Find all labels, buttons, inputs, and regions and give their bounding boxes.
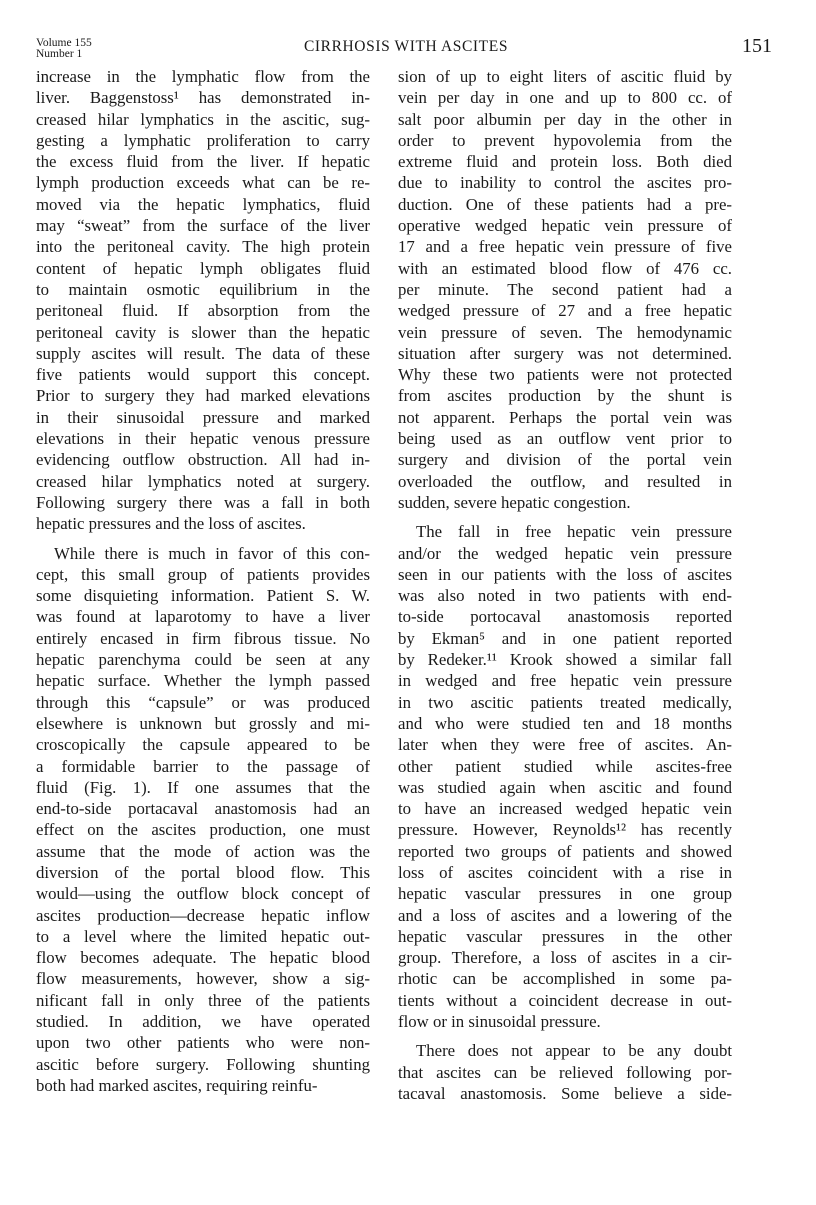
text-line: hepatic pressures and the loss of ascites. [36, 514, 306, 534]
text-line: moved via the hepatic lymphatics, fluid [36, 194, 370, 214]
text-line: and/or the wedged hepatic vein pressure [398, 543, 732, 563]
text-line: later when they were free of ascites. An- [398, 735, 732, 755]
text-line: There does not appear to be any doubt [416, 1041, 732, 1061]
text-line: that ascites can be relieved following por- [398, 1062, 732, 1082]
text-line: hepatic vascular pressures in one group [398, 884, 732, 904]
text-line: would—using the outflow block concept of [36, 884, 370, 904]
text-line: Why these two patients were not protected [398, 365, 732, 385]
text-line: increase in the lymphatic flow from the [36, 67, 370, 86]
text-line: upon two other patients who were non- [36, 1033, 370, 1053]
text-line: wedged pressure of 27 and a free hepatic [398, 301, 732, 321]
text-line: salt poor albumin per day in the other in [398, 109, 732, 129]
text-line: in wedged and free hepatic vein pressure [398, 671, 732, 691]
text-line: pressure. However, Reynolds¹² has recently [398, 820, 732, 840]
text-line: The fall in free hepatic vein pressure [416, 522, 732, 542]
text-line: from ascites production by the shunt is [398, 386, 732, 406]
text-line: extreme fluid and protein loss. Both died [398, 152, 732, 172]
text-line: flow becomes adequate. The hepatic blood [36, 948, 370, 968]
text-line: some disquieting information. Patient S. W. [36, 586, 370, 606]
text-line: 17 and a free hepatic vein pressure of five [398, 237, 732, 257]
text-line: by Redeker.¹¹ Krook showed a similar fall [398, 650, 732, 670]
text-line: surgery and division of the portal vein [398, 450, 732, 470]
text-line: in two ascitic patients treated medically, [398, 692, 732, 712]
text-line: hepatic vascular pressures in the other [398, 926, 732, 946]
text-line: seen in our patients with the loss of ascites [398, 564, 732, 584]
text-line: studied. In addition, we have operated [36, 1012, 370, 1032]
text-line: assume that the mode of action was the [36, 841, 370, 861]
text-line: ascitic before surgery. Following shunting [36, 1054, 370, 1074]
text-line: fluid (Fig. 1). If one assumes that the [36, 777, 370, 797]
text-line: ascites production—decrease hepatic inflow [36, 905, 370, 925]
left-column [36, 66, 370, 1096]
text-line: vein per day in one and up to 800 cc. of [398, 88, 732, 108]
text-line: due to inability to control the ascites pro- [398, 173, 732, 193]
text-line: nificant fall in only three of the patients [36, 990, 370, 1010]
text-line: flow or in sinusoidal pressure. [398, 1012, 601, 1032]
right-column [398, 66, 732, 1104]
text-line: five patients would support this concept. [36, 365, 370, 385]
paragraph [398, 521, 732, 1032]
text-line: reported two groups of patients and showed [398, 841, 732, 861]
text-line: the excess fluid from the liver. If hepatic [36, 152, 370, 172]
text-line: sudden, severe hepatic congestion. [398, 492, 631, 512]
text-line: elevations in their hepatic venous pressure [36, 429, 370, 449]
text-line: situation after surgery was not determined. [398, 343, 732, 363]
paragraph [36, 66, 370, 535]
text-line: duction. One of these patients had a pre- [398, 194, 732, 214]
running-title: CIRRHOSIS WITH ASCITES [303, 38, 509, 55]
text-line: creased hilar lymphatics noted at surgery. [36, 471, 370, 491]
text-line: a formidable barrier to the passage of [36, 756, 370, 776]
text-line: creased hilar lymphatics in the ascitic, sug- [36, 109, 370, 129]
text-line: and a loss of ascites and a lowering of the [398, 905, 732, 925]
text-line: into the peritoneal cavity. The high protein [36, 237, 370, 257]
text-line: not apparent. Perhaps the portal vein was [398, 407, 732, 427]
text-line: lymph production exceeds what can be re- [36, 173, 370, 193]
volume-label: Volume 155 [36, 37, 92, 49]
text-line: peritoneal cavity is slower than the hepatic [36, 322, 370, 342]
page-number: 151 [742, 35, 772, 57]
text-line: order to prevent hypovolemia from the [398, 130, 732, 150]
text-line: gesting a lymphatic proliferation to carry [36, 130, 370, 150]
text-line: Prior to surgery they had marked elevations [36, 386, 370, 406]
number-label: Number 1 [36, 48, 83, 60]
text-line: croscopically the capsule appeared to be [36, 735, 370, 755]
text-line: to a level where the limited hepatic out- [36, 926, 370, 946]
text-line: tients without a coincident decrease in out- [398, 990, 732, 1010]
text-line: diversion of the portal blood flow. This [36, 862, 370, 882]
text-line: peritoneal fluid. If absorption from the [36, 301, 370, 321]
text-line: was studied again when ascitic and found [398, 777, 732, 797]
text-line: to have an increased wedged hepatic vein [398, 799, 732, 819]
text-line: to maintain osmotic equilibrium in the [36, 279, 370, 299]
text-line: content of hepatic lymph obligates fluid [36, 258, 370, 278]
text-line: other patient studied while ascites-free [398, 756, 732, 776]
text-line: cept, this small group of patients provides [36, 564, 370, 584]
text-line: and who were studied ten and 18 months [398, 713, 732, 733]
text-line: to-side portocaval anastomosis reported [398, 607, 732, 627]
text-line: was found at laparotomy to have a liver [36, 607, 370, 627]
text-line: entirely encased in firm fibrous tissue. No [36, 628, 370, 648]
text-line: may “sweat” from the surface of the liver [36, 216, 370, 236]
text-line: per minute. The second patient had a [398, 279, 732, 299]
text-line: hepatic surface. Whether the lymph passed [36, 671, 370, 691]
text-line: with an estimated blood flow of 476 cc. [398, 258, 732, 278]
paragraph [398, 1040, 732, 1104]
text-line: elsewhere is unknown but grossly and mi- [36, 713, 370, 733]
text-line: in their sinusoidal pressure and marked [36, 407, 370, 427]
text-line: loss of ascites coincident with a rise in [398, 862, 732, 882]
paragraph [36, 543, 370, 1097]
text-line: hepatic parenchyma could be seen at any [36, 650, 370, 670]
text-line: liver. Baggenstoss¹ has demonstrated in- [36, 88, 370, 108]
text-line: both had marked ascites, requiring reinfu- [36, 1075, 318, 1095]
text-line: overloaded the outflow, and resulted in [398, 471, 732, 491]
text-line: flow measurements, however, show a sig- [36, 969, 370, 989]
text-line: evidencing outflow obstruction. All had in- [36, 450, 370, 470]
text-line: tacaval anastomosis. Some believe a side- [398, 1083, 732, 1103]
text-line: supply ascites will result. The data of these [36, 343, 370, 363]
text-line: operative wedged hepatic vein pressure of [398, 216, 732, 236]
text-line: sion of up to eight liters of ascitic fluid by [398, 67, 732, 86]
text-line: by Ekman⁵ and in one patient reported [398, 628, 732, 648]
text-line: group. Therefore, a loss of ascites in a cir- [398, 948, 732, 968]
running-header [36, 34, 776, 70]
text-line: end-to-side portacaval anastomosis had an [36, 799, 370, 819]
text-line: While there is much in favor of this con- [54, 543, 370, 563]
text-line: was also noted in two patients with end- [398, 586, 732, 606]
text-line: Following surgery there was a fall in both [36, 492, 370, 512]
text-line: rhotic can be accomplished in some pa- [398, 969, 732, 989]
text-line: vein pressure of seven. The hemodynamic [398, 322, 732, 342]
text-line: through this “capsule” or was produced [36, 692, 370, 712]
text-line: being used as an outflow vent prior to [398, 429, 732, 449]
text-line: effect on the ascites production, one must [36, 820, 370, 840]
paragraph [398, 66, 732, 513]
